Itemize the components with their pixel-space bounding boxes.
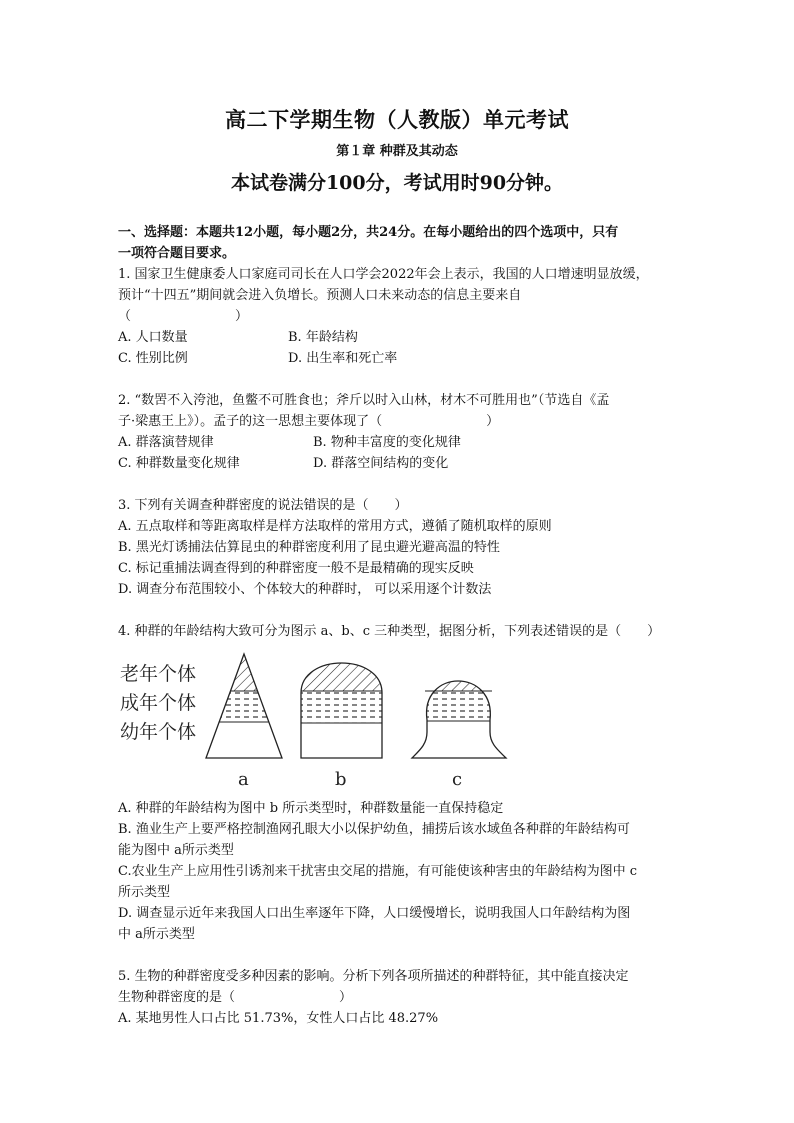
label-adult: 成年个体 (120, 692, 197, 714)
pyramid-c (408, 648, 508, 758)
age-structure-diagram (118, 648, 678, 796)
question-2 (118, 390, 678, 474)
option-d-cont[interactable]: 中 a所示类型 (118, 927, 195, 942)
option-c[interactable]: C. 标记重捕法调查得到的种群密度一般不是最精确的现实反映 (118, 561, 474, 576)
question-text-line: 5. 生物的种群密度受多种因素的影响。分析下列各项所描述的种群特征，其中能直接决定 (118, 969, 629, 984)
option-a[interactable]: A. 某地男性人口占比 51.73%，女性人口占比 48.27% (118, 1011, 439, 1026)
question-4 (118, 621, 678, 945)
section-heading-line1: 一、选择题：本题共12小题，每小题2分，共24分。在每小题给出的四个选项中，只有 (118, 225, 619, 240)
question-1 (118, 264, 678, 369)
question-text-line: 1. 国家卫生健康委人口家庭司司长在人口学会2022年会上表示，我国的人口增速明显放缓， (118, 267, 649, 282)
options (118, 432, 678, 474)
option-b[interactable]: B. 物种丰富度的变化规律 (313, 435, 461, 450)
option-a[interactable]: A. 种群的年龄结构为图中 b 所示类型时，种群数量能一直保持稳定 (118, 801, 504, 816)
question-text-line: 子·梁惠王上》）。孟子的这一思想主要体现了（ ） (118, 414, 500, 429)
chapter-subtitle: 第１章 种群及其动态 (336, 144, 458, 159)
option-b[interactable]: B. 渔业生产上要严格控制渔网孔眼大小以保护幼鱼，捕捞后该水域鱼各种群的年龄结构可 (118, 822, 630, 837)
option-a[interactable]: A. 人口数量 (118, 330, 188, 345)
question-text-line: 4. 种群的年龄结构大致可分为图示 a、b、c 三种类型，据图分析，下列表述错误的是（ ） (118, 624, 661, 639)
section-heading-line2: 一项符合题目要求。 (118, 246, 236, 261)
question-text-line: 3. 下列有关调查种群密度的说法错误的是（ ） (118, 498, 408, 513)
question-text-line: 预计“十四五”期间就会进入负增长。预测人口未来动态的信息主要来自 (118, 288, 522, 303)
option-c[interactable]: C. 性别比例 (118, 351, 188, 366)
question-text-line: 生物种群密度的是（ ） (118, 990, 353, 1005)
option-c[interactable]: C.农业生产上应用性引诱剂来干扰害虫交尾的措施，有可能使该种害虫的年龄结构为图中 c (118, 864, 638, 879)
figure-letter-c: c (452, 769, 463, 790)
option-c[interactable]: C. 种群数量变化规律 (118, 456, 240, 471)
pyramid-a (206, 654, 282, 758)
label-elderly: 老年个体 (120, 663, 197, 685)
question-5 (118, 966, 678, 1029)
pyramid-b (298, 648, 388, 758)
option-d[interactable]: D. 调查分布范围较小、个体较大的种群时， 可以采用逐个计数法 (118, 582, 492, 597)
option-b-cont[interactable]: 能为图中 a所示类型 (118, 843, 234, 858)
answer-blank[interactable]: （ ） (118, 309, 249, 324)
figure-letter-b: b (335, 769, 347, 790)
option-a[interactable]: A. 五点取样和等距离取样是样方法取样的常用方式，遵循了随机取样的原则 (118, 519, 552, 534)
exam-body (118, 222, 678, 1029)
figure-letter-a: a (238, 769, 249, 790)
option-c-cont[interactable]: 所示类型 (118, 885, 171, 900)
question-text-line: 2. “数罟不入洿池，鱼鳖不可胜食也；斧斤以时入山林，材木不可胜用也”（节选自《孟 (118, 393, 610, 408)
option-a[interactable]: A. 群落演替规律 (118, 435, 214, 450)
option-d[interactable]: D. 调查显示近年来我国人口出生率逐年下降，人口缓慢增长，说明我国人口年龄结构为图 (118, 906, 631, 921)
label-juvenile: 幼年个体 (120, 721, 197, 743)
exam-title: 高二下学期生物（人教版）单元考试 (225, 107, 569, 132)
question-3 (118, 495, 678, 600)
option-b[interactable]: B. 黑光灯诱捕法估算昆虫的种群密度利用了昆虫避光避高温的特性 (118, 540, 500, 555)
option-b[interactable]: B. 年龄结构 (288, 330, 358, 345)
options (118, 327, 678, 369)
option-d[interactable]: D. 群落空间结构的变化 (313, 456, 449, 471)
option-d[interactable]: D. 出生率和死亡率 (288, 351, 398, 366)
exam-notice: 本试卷满分100分，考试用时90分钟。 (230, 172, 564, 194)
age-structure-figure (118, 648, 678, 796)
